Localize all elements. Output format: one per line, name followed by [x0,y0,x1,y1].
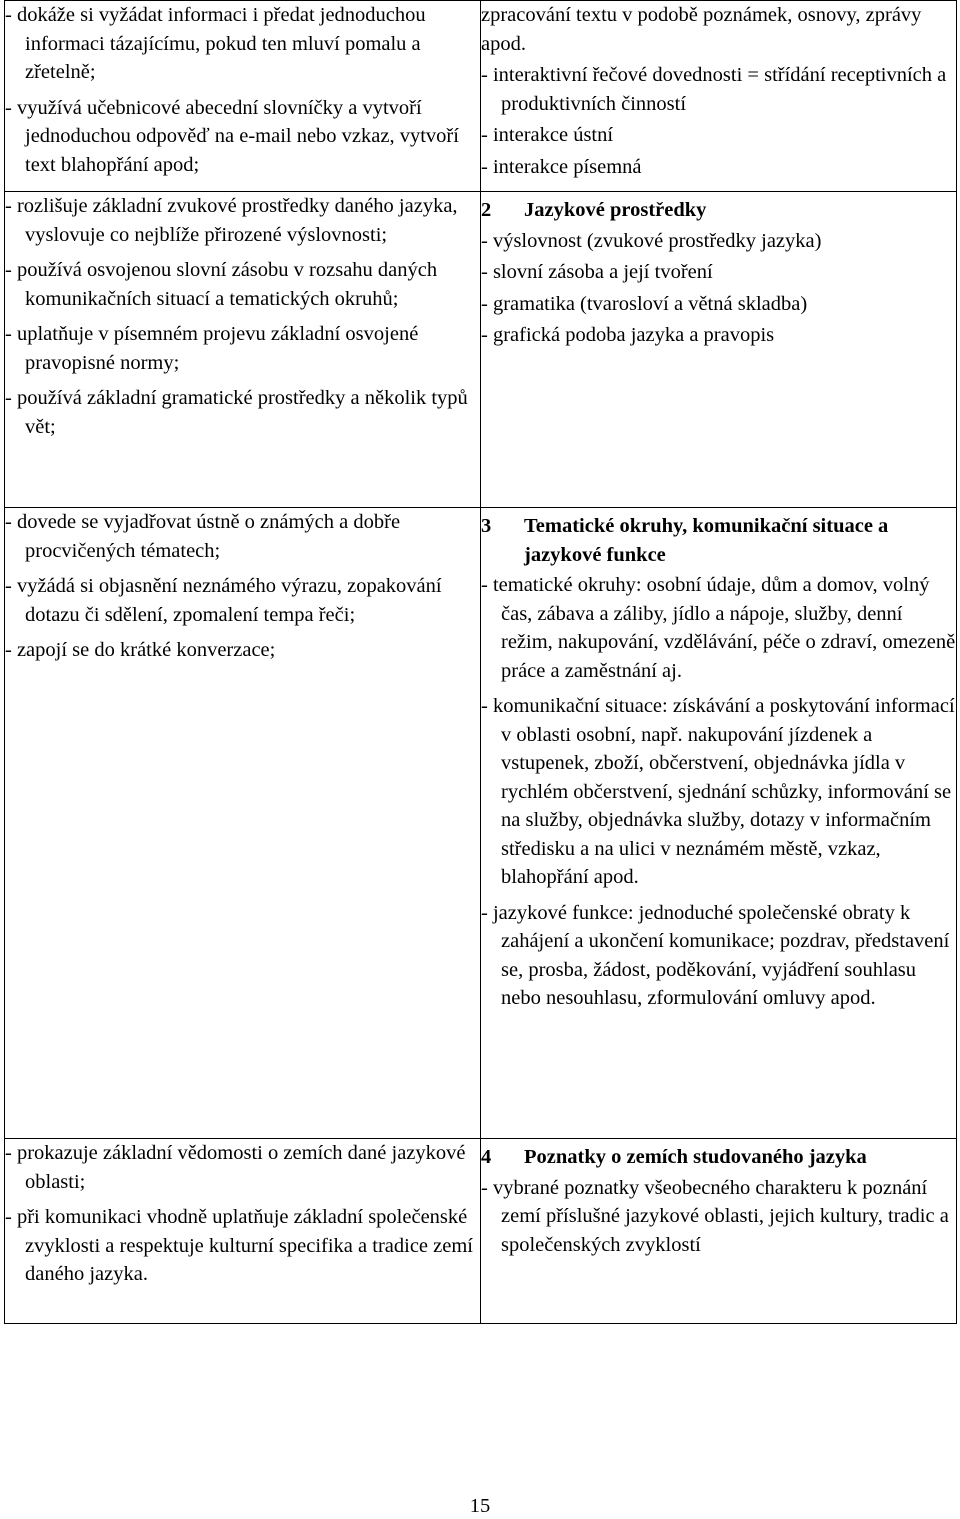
learning-outcomes-cell [5,508,481,1139]
learning-outcomes-cell [5,1139,481,1324]
table-row [5,508,957,1139]
table-row [5,1,957,192]
curriculum-table [4,0,957,1324]
table-row [5,192,957,508]
learning-outcomes-cell [5,1,481,192]
content-item: - komunikační situace: získávání a poskytování informací v oblasti osobní, např. nakupování jízdenek a vstupenek, zboží, občerstvení, objednávka jídla v rychlém občerstvení, sjednání schůzky, informování se na služby, objednávka služby, dotazy v informačním středisku a na ulici v neznámém městě, vzkaz, blahopřání apod. [481,695,955,888]
content-item: - gramatika (tvarosloví a větná skladba) [481,292,808,315]
page-number: 15 [469,1495,491,1517]
curriculum-content-cell [481,508,957,1139]
outcome-item: - využívá učebnicové abecední slovníčky a vytvoří jednoduchou odpověď na e-mail nebo vzkaz, vytvoří text blahopřání apod; [5,96,459,176]
content-item: - interaktivní řečové dovednosti = střídání receptivních a produktivních činností [481,64,947,115]
curriculum-content-cell [481,1139,957,1324]
outcome-item: - uplatňuje v písemném projevu základní osvojené pravopisné normy; [5,323,419,374]
content-item: - interakce ústní [481,124,614,146]
content-item: - slovní zásoba a její tvoření [481,261,713,283]
learning-outcomes-cell [5,192,481,508]
content-continuation: zpracování textu v podobě poznámek, osnovy, zprávy apod. [481,4,922,55]
section-title: Tematické okruhy, komunikační situace a jazykové funkce [524,515,889,566]
table-row [5,1139,957,1324]
outcome-item: - používá základní gramatické prostředky a několik typů vět; [5,387,468,438]
content-item: - vybrané poznatky všeobecného charakteru k poznání zemí příslušné jazykové oblasti, jejich kultury, tradic a společenských zvyklostí [481,1176,949,1256]
content-item: - interakce písemná [481,155,642,178]
outcome-item: - zapojí se do krátké konverzace; [5,639,276,661]
content-item: - grafická podoba jazyka a pravopis [481,324,775,346]
content-item: - výslovnost (zvukové prostředky jazyka) [481,229,822,252]
content-item: - jazykové funkce: jednoduché společenské obraty k zahájení a ukončení komunikace; pozdrav, představení se, prosba, žádost, poděkování, vyjádření souhlasu nebo nesouhlasu, zformulování omluvy apod. [481,901,950,1009]
outcome-item: - používá osvojenou slovní zásobu v rozsahu daných komunikačních situací a tematických okruhů; [5,259,438,310]
section-heading [481,1143,956,1172]
section-title: Poznatky o zemích studovaného jazyka [524,1146,867,1168]
section-number: 2 [481,199,492,221]
outcome-item: - prokazuje základní vědomosti o zemích dané jazykové oblasti; [5,1142,466,1193]
curriculum-content-cell [481,192,957,508]
outcome-item: - dokáže si vyžádat informaci i předat jednoduchou informaci tázajícímu, pokud ten mluví pomalu a zřetelně; [5,4,426,83]
outcome-item: - vyžádá si objasnění neznámého výrazu, zopakování dotazu či sdělení, zpomalení tempa řeči; [5,575,442,626]
section-heading [481,196,956,225]
outcome-item: - rozlišuje základní zvukové prostředky daného jazyka, vyslovuje co nejblíže přirozené výslovnosti; [5,195,458,246]
section-heading [481,512,956,569]
section-number: 3 [481,515,492,537]
content-item: - tematické okruhy: osobní údaje, dům a domov, volný čas, zábava a záliby, jídlo a nápoje, služby, denní režim, nakupování, vzdělávání, péče o zdraví, omezeně práce a zaměstnání aj. [481,574,956,682]
curriculum-content-cell [481,1,957,192]
section-number: 4 [481,1146,492,1168]
outcome-item: - dovede se vyjadřovat ústně o známých a dobře procvičených tématech; [5,511,401,562]
section-title: Jazykové prostředky [524,199,707,221]
outcome-item: - při komunikaci vhodně uplatňuje základní společenské zvyklosti a respektuje kulturní specifika a tradice zemí daného jazyka. [5,1206,473,1285]
